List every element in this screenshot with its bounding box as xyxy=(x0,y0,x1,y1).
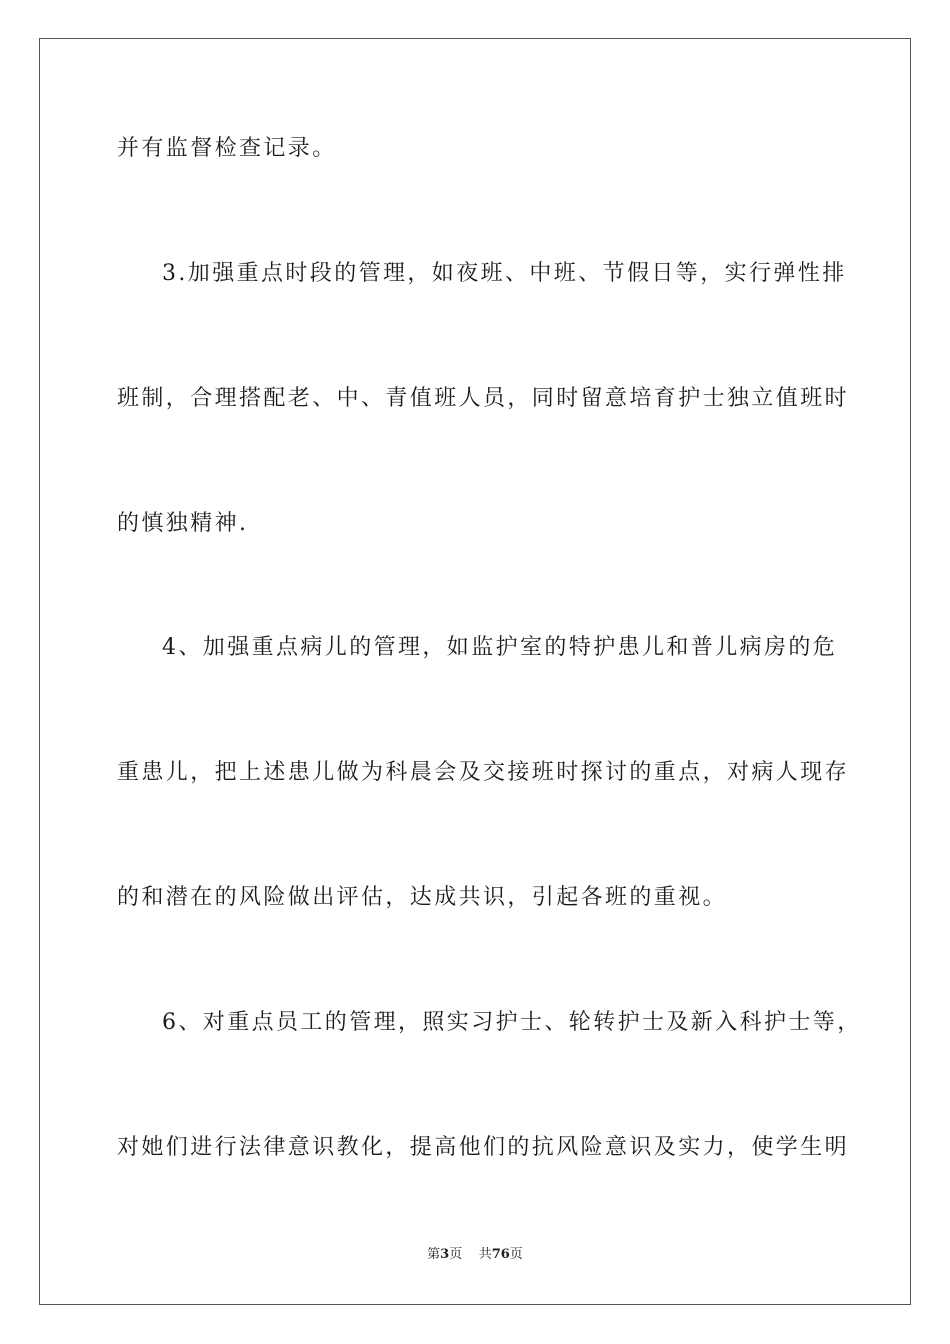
text-line-7: 的和潜在的风险做出评估，达成共识，引起各班的重视。 xyxy=(117,885,728,910)
total-suffix: 页 xyxy=(509,1247,523,1262)
page-border xyxy=(39,38,911,1305)
text-line-8: 6、对重点员工的管理，照实习护士、轮转护士及新入科护士等， xyxy=(162,1010,862,1035)
total-pages: 76 xyxy=(491,1247,510,1262)
text-line-6: 重患儿，把上述患儿做为科晨会及交接班时探讨的重点，对病人现存 xyxy=(117,760,850,785)
text-line-4: 的慎独精神. xyxy=(117,511,249,536)
page-suffix: 页 xyxy=(449,1247,463,1262)
page-footer xyxy=(0,1246,950,1264)
text-line-1: 并有监督检查记录。 xyxy=(117,136,337,161)
text-line-3: 班制，合理搭配老、中、青值班人员，同时留意培育护士独立值班时 xyxy=(117,386,850,411)
text-line-5: 4、加强重点病儿的管理，如监护室的特护患儿和普儿病房的危 xyxy=(162,635,838,660)
total-prefix: 共 xyxy=(478,1247,492,1262)
text-line-9: 对她们进行法律意识教化，提高他们的抗风险意识及实力，使学生明 xyxy=(117,1135,850,1160)
text-line-2: 3.加强重点时段的管理，如夜班、中班、节假日等，实行弹性排 xyxy=(162,261,847,286)
page-number: 3 xyxy=(440,1247,450,1262)
page-prefix: 第 xyxy=(427,1247,441,1262)
